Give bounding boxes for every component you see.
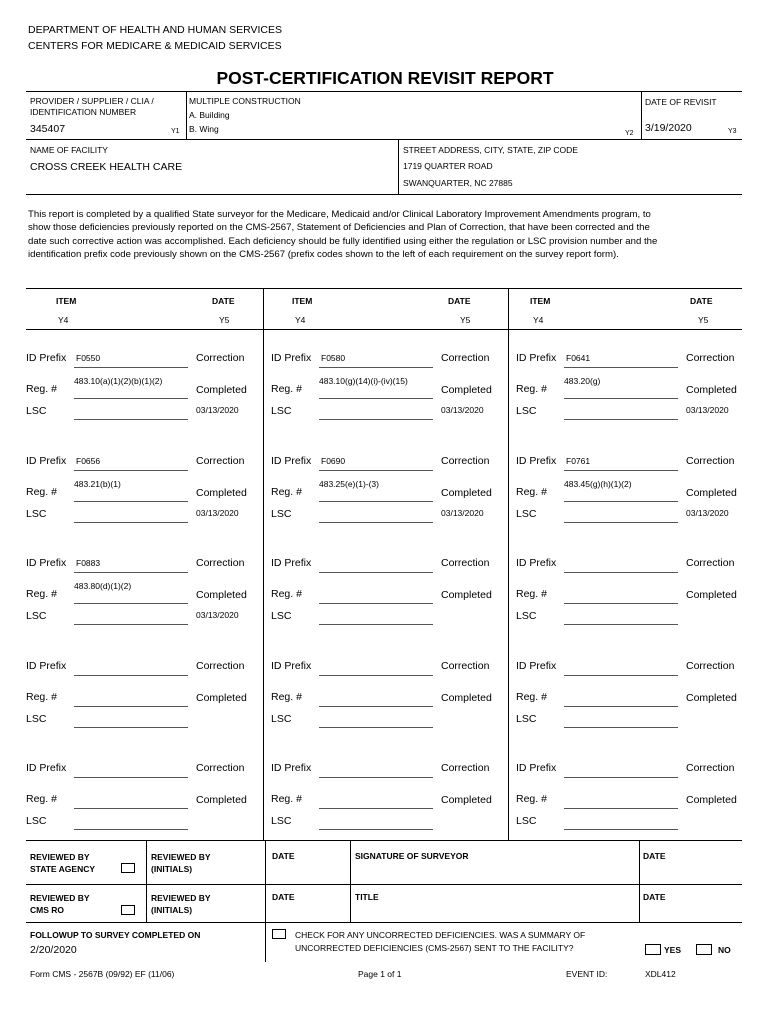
y4-code: Y4 xyxy=(58,315,69,325)
building-label: A. Building xyxy=(189,110,230,120)
column-item-header: ITEM xyxy=(530,296,551,306)
signature-label: SIGNATURE OF SURVEYOR xyxy=(355,851,469,861)
id-prefix-label: ID Prefix xyxy=(271,454,312,467)
revisit-date-value: 3/19/2020 xyxy=(645,122,692,134)
reg-number-label: Reg. # xyxy=(516,383,547,395)
y5-code: Y5 xyxy=(219,315,230,325)
lsc-label: LSC xyxy=(271,712,292,725)
dept-line-2: CENTERS FOR MEDICARE & MEDICAID SERVICES xyxy=(28,40,282,52)
completed-label: Completed xyxy=(441,486,492,499)
lsc-label: LSC xyxy=(516,815,537,827)
deficiency-item xyxy=(26,352,256,432)
id-prefix-value[interactable]: F0580 xyxy=(321,353,346,363)
correction-label: Correction xyxy=(196,352,245,364)
lsc-label: LSC xyxy=(516,712,537,725)
completed-date[interactable]: 03/13/2020 xyxy=(686,507,729,518)
reg-number-label: Reg. # xyxy=(271,588,302,600)
correction-label: Correction xyxy=(441,659,490,672)
completed-label: Completed xyxy=(196,794,247,806)
completed-label: Completed xyxy=(686,486,737,499)
id-prefix-value[interactable]: F0883 xyxy=(76,558,101,568)
lsc-label: LSC xyxy=(26,507,47,520)
y5-code: Y5 xyxy=(698,315,709,325)
address-line-1: 1719 QUARTER ROAD xyxy=(403,161,493,171)
provider-number: 345407 xyxy=(30,123,66,135)
completed-label: Completed xyxy=(686,691,737,704)
correction-label: Correction xyxy=(686,454,735,467)
deficiency-item xyxy=(26,762,256,842)
reg-number-value[interactable]: 483.80(d)(1)(2) xyxy=(74,581,132,591)
deficiency-item xyxy=(516,352,746,432)
deficiency-item xyxy=(26,557,256,637)
id-prefix-label: ID Prefix xyxy=(271,352,312,364)
page-number: Page 1 of 1 xyxy=(358,969,402,979)
deficiency-item xyxy=(516,660,746,740)
correction-label: Correction xyxy=(441,454,490,467)
reg-number-value[interactable]: 483.25(e)(1)-(3) xyxy=(319,478,379,489)
correction-label: Correction xyxy=(441,762,490,774)
date-label-2: DATE xyxy=(643,851,666,861)
no-checkbox[interactable] xyxy=(696,944,712,955)
correction-label: Correction xyxy=(686,352,735,364)
y1-code: Y1 xyxy=(171,128,180,135)
completed-date[interactable]: 03/13/2020 xyxy=(196,610,239,620)
y4-code: Y4 xyxy=(533,315,544,325)
yes-checkbox[interactable] xyxy=(645,944,661,955)
deficiency-item xyxy=(271,557,501,637)
correction-label: Correction xyxy=(441,557,490,569)
completed-label: Completed xyxy=(686,589,737,601)
lsc-label: LSC xyxy=(26,405,47,417)
reg-number-label: Reg. # xyxy=(271,793,302,805)
y4-code: Y4 xyxy=(295,315,306,325)
form-number: Form CMS - 2567B (09/92) EF (11/06) xyxy=(30,969,175,979)
event-id-label: EVENT ID: xyxy=(566,969,608,979)
completed-date[interactable]: 03/13/2020 xyxy=(686,405,729,415)
reg-number-value[interactable]: 483.21(b)(1) xyxy=(74,478,121,489)
id-prefix-label: ID Prefix xyxy=(26,557,67,569)
y2-code: Y2 xyxy=(625,130,634,137)
id-prefix-label: ID Prefix xyxy=(26,659,67,672)
id-prefix-value[interactable]: F0641 xyxy=(566,353,591,363)
reg-number-label: Reg. # xyxy=(516,690,547,703)
id-prefix-label: ID Prefix xyxy=(26,762,67,774)
completed-date[interactable]: 03/13/2020 xyxy=(196,507,239,518)
address-label: STREET ADDRESS, CITY, STATE, ZIP CODE xyxy=(403,145,578,155)
state-agency-checkbox[interactable] xyxy=(121,863,135,873)
revisit-date-label: DATE OF REVISIT xyxy=(645,97,717,107)
lsc-label: LSC xyxy=(516,405,537,417)
uncorrected-deficiencies-question: CHECK FOR ANY UNCORRECTED DEFICIENCIES. WAS A SUMMARY OF UNCORRECTED DEFICIENCIES (CMS-2567) SENT TO THE FACILITY? xyxy=(295,930,586,953)
id-prefix-label: ID Prefix xyxy=(26,352,67,364)
deficiency-item xyxy=(271,660,501,740)
y3-code: Y3 xyxy=(728,128,737,135)
reg-number-label: Reg. # xyxy=(26,383,57,395)
completed-label: Completed xyxy=(196,486,247,499)
completed-date[interactable]: 03/13/2020 xyxy=(196,405,239,415)
deficiency-item xyxy=(516,762,746,842)
id-prefix-label: ID Prefix xyxy=(271,659,312,672)
uncorrected-deficiencies-checkbox[interactable] xyxy=(272,929,286,939)
reg-number-label: Reg. # xyxy=(271,690,302,703)
lsc-label: LSC xyxy=(26,815,47,827)
date-label-4: DATE xyxy=(643,892,666,902)
id-prefix-label: ID Prefix xyxy=(516,352,557,364)
id-prefix-value[interactable]: F0550 xyxy=(76,353,101,363)
reg-number-label: Reg. # xyxy=(516,588,547,600)
correction-label: Correction xyxy=(686,659,735,672)
id-prefix-value[interactable]: F0656 xyxy=(76,455,101,466)
completed-label: Completed xyxy=(441,384,492,396)
completed-date[interactable]: 03/13/2020 xyxy=(441,405,484,415)
y5-code: Y5 xyxy=(460,315,471,325)
intro-paragraph: This report is completed by a qualified State surveyor for the Medicare, Medicaid and/or Clinical Laboratory Improvement Amendments program, to show those deficiencies previously reported on the CMS-2567, Statement of Deficiencies and Plan of Correction, that have been corrected and the date such corrective action was accomplished. Each deficiency should be fully identified using either the regulation or LSC provision number and the identification prefix code previously shown on the CMS-2567 (prefix codes shown to the left of each requirement on the survey report form). xyxy=(28,209,658,260)
completed-label: Completed xyxy=(196,691,247,704)
column-date-header: DATE xyxy=(448,296,471,306)
correction-label: Correction xyxy=(686,557,735,569)
dept-line-1: DEPARTMENT OF HEALTH AND HUMAN SERVICES xyxy=(28,24,282,36)
lsc-label: LSC xyxy=(516,507,537,520)
cms-ro-checkbox[interactable] xyxy=(121,905,135,915)
yes-label: YES xyxy=(664,945,682,955)
id-prefix-value[interactable]: F0690 xyxy=(321,455,346,466)
completed-date[interactable]: 03/13/2020 xyxy=(441,507,484,518)
completed-label: Completed xyxy=(686,794,737,806)
deficiency-item xyxy=(271,352,501,432)
lsc-label: LSC xyxy=(516,610,537,622)
correction-label: Correction xyxy=(686,762,735,774)
id-prefix-label: ID Prefix xyxy=(516,557,557,569)
correction-label: Correction xyxy=(196,454,245,467)
facility-label: NAME OF FACILITY xyxy=(30,145,108,155)
id-prefix-label: ID Prefix xyxy=(516,659,557,672)
reviewed-by-cms-ro-label: REVIEWED BY CMS RO xyxy=(30,893,90,915)
lsc-label: LSC xyxy=(271,610,292,622)
reg-number-label: Reg. # xyxy=(26,793,57,805)
reg-number-value[interactable]: 483.45(g)(h)(1)(2) xyxy=(564,478,632,489)
lsc-label: LSC xyxy=(271,507,292,520)
wing-label: B. Wing xyxy=(189,124,219,134)
reg-number-label: Reg. # xyxy=(26,485,57,498)
reg-number-label: Reg. # xyxy=(26,588,57,600)
correction-label: Correction xyxy=(196,557,245,569)
no-label: NO xyxy=(718,945,731,955)
reg-number-label: Reg. # xyxy=(271,485,302,498)
date-label-3: DATE xyxy=(272,892,295,902)
reviewed-by-initials-label-2: REVIEWED BY (INITIALS) xyxy=(151,893,211,915)
deficiency-item xyxy=(271,762,501,842)
completed-label: Completed xyxy=(441,589,492,601)
completed-label: Completed xyxy=(441,794,492,806)
correction-label: Correction xyxy=(441,352,490,364)
reg-number-label: Reg. # xyxy=(516,793,547,805)
id-prefix-label: ID Prefix xyxy=(26,454,67,467)
completed-label: Completed xyxy=(686,384,737,396)
facility-name: CROSS CREEK HEALTH CARE xyxy=(30,161,183,173)
completed-label: Completed xyxy=(196,384,247,396)
multiple-construction-label: MULTIPLE CONSTRUCTION xyxy=(189,96,301,106)
id-prefix-label: ID Prefix xyxy=(271,557,312,569)
reg-number-value[interactable]: 483.20(g) xyxy=(564,376,601,386)
id-prefix-label: ID Prefix xyxy=(516,762,557,774)
reg-number-value[interactable]: 483.10(a)(1)(2)(b)(1)(2) xyxy=(74,376,163,386)
reg-number-label: Reg. # xyxy=(271,383,302,395)
column-date-header: DATE xyxy=(690,296,713,306)
reg-number-value[interactable]: 483.10(g)(14)(i)-(iv)(15) xyxy=(319,376,408,386)
completed-label: Completed xyxy=(196,589,247,601)
deficiency-item xyxy=(271,455,501,535)
correction-label: Correction xyxy=(196,659,245,672)
event-id-value: XDL412 xyxy=(645,969,676,979)
id-prefix-label: ID Prefix xyxy=(516,454,557,467)
page-title: POST-CERTIFICATION REVISIT REPORT xyxy=(216,68,554,88)
lsc-label: LSC xyxy=(26,610,47,622)
provider-label: PROVIDER / SUPPLIER / CLIA / IDENTIFICATION NUMBER xyxy=(30,96,154,117)
reviewed-by-initials-label-1: REVIEWED BY (INITIALS) xyxy=(151,852,211,874)
address-line-2: SWANQUARTER, NC 27885 xyxy=(403,178,513,188)
reviewed-by-state-agency-label: REVIEWED BY STATE AGENCY xyxy=(30,852,96,874)
deficiency-item xyxy=(516,557,746,637)
followup-label: FOLLOWUP TO SURVEY COMPLETED ON xyxy=(30,930,201,940)
column-date-header: DATE xyxy=(212,296,235,306)
deficiency-item xyxy=(26,455,256,535)
date-label-1: DATE xyxy=(272,851,295,861)
deficiency-item xyxy=(516,455,746,535)
id-prefix-value[interactable]: F0761 xyxy=(566,455,591,466)
reg-number-label: Reg. # xyxy=(516,485,547,498)
column-item-header: ITEM xyxy=(292,296,313,306)
column-item-header: ITEM xyxy=(56,296,77,306)
followup-date: 2/20/2020 xyxy=(30,944,77,956)
lsc-label: LSC xyxy=(26,712,47,725)
lsc-label: LSC xyxy=(271,815,292,827)
id-prefix-label: ID Prefix xyxy=(271,762,312,774)
reg-number-label: Reg. # xyxy=(26,690,57,703)
deficiency-item xyxy=(26,660,256,740)
lsc-label: LSC xyxy=(271,405,292,417)
correction-label: Correction xyxy=(196,762,245,774)
title-label: TITLE xyxy=(355,892,379,902)
completed-label: Completed xyxy=(441,691,492,704)
